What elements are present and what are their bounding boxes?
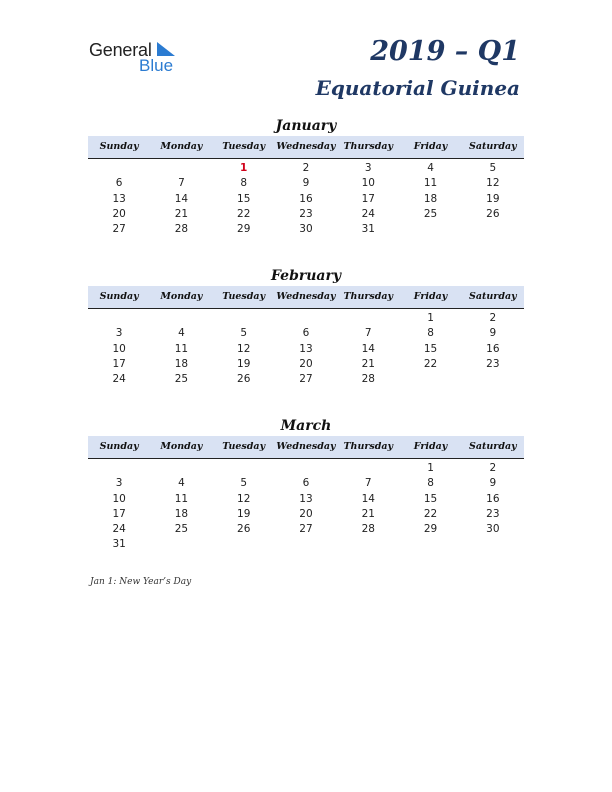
logo <box>89 40 189 76</box>
day-cell: 27 <box>112 223 126 236</box>
day-cell: 3 <box>115 477 123 490</box>
day-cell: 28 <box>174 223 189 236</box>
week-row <box>88 311 524 326</box>
day-cell: 31 <box>361 223 375 236</box>
empty-day-cell <box>275 461 337 476</box>
empty-day-cell <box>337 461 399 476</box>
week-row <box>88 357 524 372</box>
day-cell: 15 <box>423 492 438 505</box>
day-cell: 14 <box>361 492 375 505</box>
empty-day-cell <box>150 461 212 476</box>
week-row <box>88 372 524 387</box>
day-cell: 16 <box>486 492 500 505</box>
weekday-header <box>88 136 524 159</box>
week-row <box>88 461 524 476</box>
day-cell: 20 <box>299 357 313 370</box>
empty-day-cell <box>462 222 524 237</box>
empty-day-cell <box>275 537 337 552</box>
day-cell: 23 <box>486 507 500 520</box>
day-cell: 25 <box>174 373 189 386</box>
empty-day-cell <box>213 311 275 326</box>
day-cell: 2 <box>302 162 310 174</box>
empty-day-cell <box>275 311 337 326</box>
month-calendar-february <box>88 266 524 387</box>
day-cell: 10 <box>112 342 126 355</box>
day-cell: 22 <box>423 357 438 370</box>
weekday-label: Sunday <box>99 141 139 152</box>
day-cell: 21 <box>174 207 189 220</box>
month-name: February <box>270 268 341 284</box>
weekday-label: Tuesday <box>222 291 266 302</box>
day-cell: 8 <box>427 477 434 490</box>
day-cell: 10 <box>361 177 375 190</box>
month-calendar-march <box>88 416 524 553</box>
day-cell: 18 <box>423 192 438 205</box>
empty-day-cell <box>337 311 399 326</box>
day-cell: 21 <box>361 357 375 370</box>
weekday-label: Tuesday <box>222 141 266 152</box>
day-cell: 3 <box>364 162 372 174</box>
page-title: 2019 – Q1 <box>370 36 520 67</box>
week-row <box>88 207 524 222</box>
day-cell: 24 <box>112 373 126 386</box>
weekday-header <box>88 286 524 309</box>
day-cell: 7 <box>178 177 185 190</box>
day-cell: 5 <box>240 327 248 340</box>
day-cell: 1 <box>240 162 248 174</box>
empty-day-cell <box>399 537 461 552</box>
empty-day-cell <box>399 222 461 237</box>
day-cell: 4 <box>178 477 185 490</box>
day-cell: 8 <box>240 177 248 190</box>
weekday-label: Friday <box>413 141 448 152</box>
weekday-label: Tuesday <box>222 441 266 452</box>
day-cell: 6 <box>302 477 310 490</box>
week-row <box>88 326 524 341</box>
empty-day-cell <box>150 537 212 552</box>
day-cell: 11 <box>423 177 438 190</box>
day-cell: 13 <box>299 342 313 355</box>
weekday-label: Thursday <box>343 441 394 452</box>
day-cell: 9 <box>489 327 497 340</box>
empty-day-cell <box>337 537 399 552</box>
month-calendar-january <box>88 116 524 237</box>
weekday-label: Saturday <box>469 441 517 452</box>
month-name: March <box>280 418 332 434</box>
weekday-label: Wednesday <box>276 291 336 302</box>
day-cell: 6 <box>115 177 123 190</box>
day-cell: 9 <box>489 477 497 490</box>
day-cell: 1 <box>427 312 434 324</box>
empty-day-cell <box>462 372 524 387</box>
weekday-label: Sunday <box>99 291 139 302</box>
week-row <box>88 492 524 507</box>
week-row <box>88 342 524 357</box>
day-cell: 17 <box>112 357 126 370</box>
week-row <box>88 222 524 237</box>
holiday-list <box>90 577 191 587</box>
empty-day-cell <box>88 461 150 476</box>
day-cell: 14 <box>361 342 375 355</box>
day-cell: 23 <box>486 357 500 370</box>
logo-text-blue: Blue <box>139 56 174 75</box>
day-cell: 30 <box>486 523 500 536</box>
weekday-label: Monday <box>160 141 203 152</box>
day-cell: 26 <box>237 523 251 536</box>
week-row <box>88 176 524 191</box>
day-cell: 16 <box>299 192 313 205</box>
day-cell: 2 <box>489 462 497 474</box>
weekday-label: Saturday <box>469 141 517 152</box>
day-cell: 18 <box>174 357 189 370</box>
empty-day-cell <box>399 372 461 387</box>
day-cell: 5 <box>240 477 248 490</box>
day-cell: 26 <box>486 207 500 220</box>
weekday-label: Wednesday <box>276 141 336 152</box>
day-cell: 28 <box>361 373 375 386</box>
weekday-label: Sunday <box>99 441 139 452</box>
weekday-label: Friday <box>413 441 448 452</box>
week-row <box>88 476 524 491</box>
empty-day-cell <box>213 461 275 476</box>
day-cell: 5 <box>489 162 497 174</box>
weekday-label: Monday <box>160 291 203 302</box>
weekday-header <box>88 436 524 459</box>
week-row <box>88 192 524 207</box>
day-cell: 13 <box>112 192 126 205</box>
day-cell: 2 <box>489 312 497 324</box>
day-cell: 3 <box>115 327 123 340</box>
holiday-note: Jan 1: New Year’s Day <box>90 577 192 587</box>
day-cell: 30 <box>299 223 313 236</box>
weekday-label: Friday <box>413 291 448 302</box>
day-cell: 16 <box>486 342 500 355</box>
day-cell: 15 <box>423 342 438 355</box>
day-cell: 24 <box>112 523 126 536</box>
empty-day-cell <box>213 537 275 552</box>
day-cell: 31 <box>112 538 126 551</box>
empty-day-cell <box>88 161 150 176</box>
country-subtitle: Equatorial Guinea <box>315 76 520 100</box>
day-cell: 27 <box>299 373 313 386</box>
day-cell: 14 <box>174 192 189 205</box>
week-row <box>88 537 524 552</box>
day-cell: 18 <box>174 507 189 520</box>
day-cell: 23 <box>299 207 313 220</box>
day-cell: 20 <box>299 507 313 520</box>
day-cell: 7 <box>364 477 372 490</box>
week-row <box>88 161 524 176</box>
day-cell: 17 <box>361 192 375 205</box>
day-cell: 26 <box>237 373 251 386</box>
empty-day-cell <box>462 537 524 552</box>
day-cell: 19 <box>486 192 500 205</box>
empty-day-cell <box>88 311 150 326</box>
day-cell: 11 <box>174 342 189 355</box>
day-cell: 1 <box>427 462 434 474</box>
day-cell: 25 <box>174 523 189 536</box>
day-cell: 27 <box>299 523 313 536</box>
month-weeks <box>88 461 524 553</box>
day-cell: 21 <box>361 507 375 520</box>
day-cell: 11 <box>174 492 189 505</box>
day-cell: 4 <box>427 162 434 174</box>
weekday-label: Saturday <box>469 291 517 302</box>
day-cell: 12 <box>486 177 500 190</box>
day-cell: 17 <box>112 507 126 520</box>
day-cell: 7 <box>364 327 372 340</box>
day-cell: 22 <box>237 207 251 220</box>
day-cell: 22 <box>423 507 438 520</box>
week-row <box>88 522 524 537</box>
week-row <box>88 507 524 522</box>
day-cell: 28 <box>361 523 375 536</box>
day-cell: 20 <box>112 207 126 220</box>
weekday-label: Wednesday <box>276 441 336 452</box>
day-cell: 13 <box>299 492 313 505</box>
weekday-label: Thursday <box>343 141 394 152</box>
day-cell: 19 <box>237 507 251 520</box>
day-cell: 25 <box>423 207 438 220</box>
day-cell: 15 <box>237 192 251 205</box>
day-cell: 29 <box>423 523 438 536</box>
day-cell: 4 <box>178 327 185 340</box>
day-cell: 12 <box>237 342 251 355</box>
logo-text-general: General <box>89 40 152 60</box>
weekday-label: Monday <box>160 441 203 452</box>
day-cell: 29 <box>237 223 251 236</box>
month-weeks <box>88 311 524 387</box>
day-cell: 12 <box>237 492 251 505</box>
month-weeks <box>88 161 524 237</box>
day-cell: 9 <box>302 177 310 190</box>
day-cell: 24 <box>361 207 375 220</box>
day-cell: 8 <box>427 327 434 340</box>
day-cell: 10 <box>112 492 126 505</box>
month-name: January <box>275 118 337 134</box>
empty-day-cell <box>150 161 212 176</box>
day-cell: 19 <box>237 357 251 370</box>
day-cell: 6 <box>302 327 310 340</box>
weekday-label: Thursday <box>343 291 394 302</box>
empty-day-cell <box>150 311 212 326</box>
